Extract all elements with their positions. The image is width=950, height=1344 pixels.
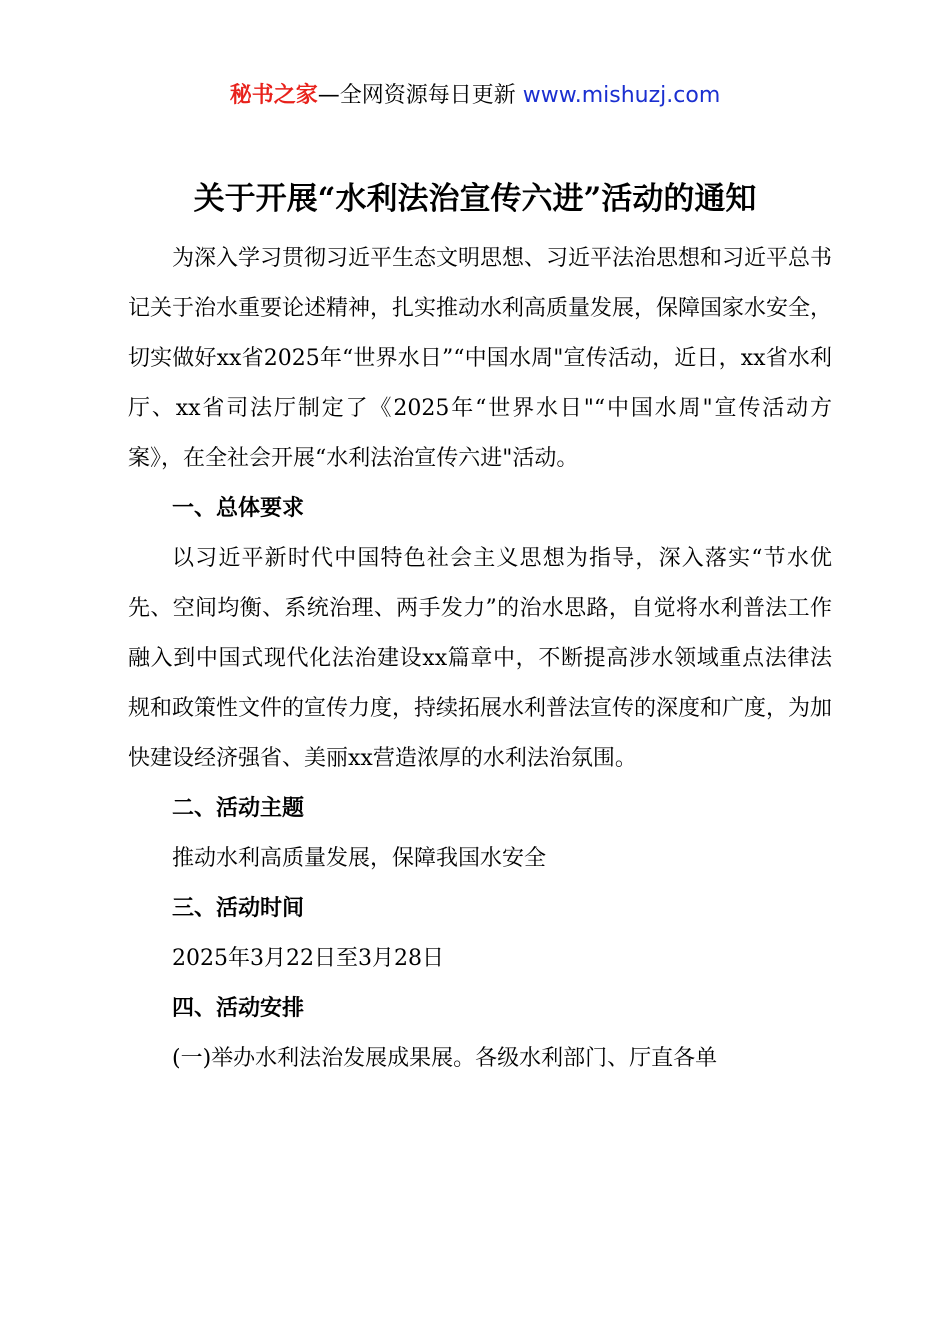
- document-title: 关于开展“水利法治宣传六进”活动的通知: [193, 181, 757, 217]
- section-text-theme: 推动水利高质量发展，保障我国水安全: [172, 846, 547, 871]
- section-heading-time: 三、活动时间: [172, 896, 305, 921]
- site-header: [0, 80, 950, 112]
- document-body: [128, 234, 832, 1084]
- site-brand: 秘书之家: [229, 83, 318, 108]
- site-url-link[interactable]: www.mishuzj.com: [522, 83, 721, 108]
- section-text-arrangement: (一)举办水利法治发展成果展。各级水利部门、厅直各单: [172, 1046, 718, 1071]
- section-text-general-requirements: 以习近平新时代中国特色社会主义思想为指导，深入落实“节水优先、空间均衡、系统治理、两手发力”的治水思路，自觉将水利普法工作融入到中国式现代化法治建设xx篇章中，不断提高涉水领域重点法律法规和政策性文件的宣传力度，持续拓展水利普法宣传的深度和广度，为加快建设经济强省、美丽xx营造浓厚的水利法治氛围。: [128, 546, 833, 771]
- section-text-time: 2025年3月22日至3月28日: [172, 946, 444, 971]
- section-heading-general-requirements: 一、总体要求: [172, 496, 305, 521]
- intro-paragraph: 为深入学习贯彻习近平生态文明思想、习近平法治思想和习近平总书记关于治水重要论述精神，扎实推动水利高质量发展，保障国家水安全，切实做好xx省2025年“世界水日”“中国水周"宣传活动，近日，xx省水利厅、xx省司法厅制定了《2025年“世界水日"“中国水周"宣传活动方案》，在全社会开展“水利法治宣传六进"活动。: [128, 246, 833, 471]
- section-heading-arrangement: 四、活动安排: [172, 996, 305, 1021]
- site-tagline: —全网资源每日更新: [317, 83, 523, 108]
- section-heading-theme: 二、活动主题: [172, 796, 305, 821]
